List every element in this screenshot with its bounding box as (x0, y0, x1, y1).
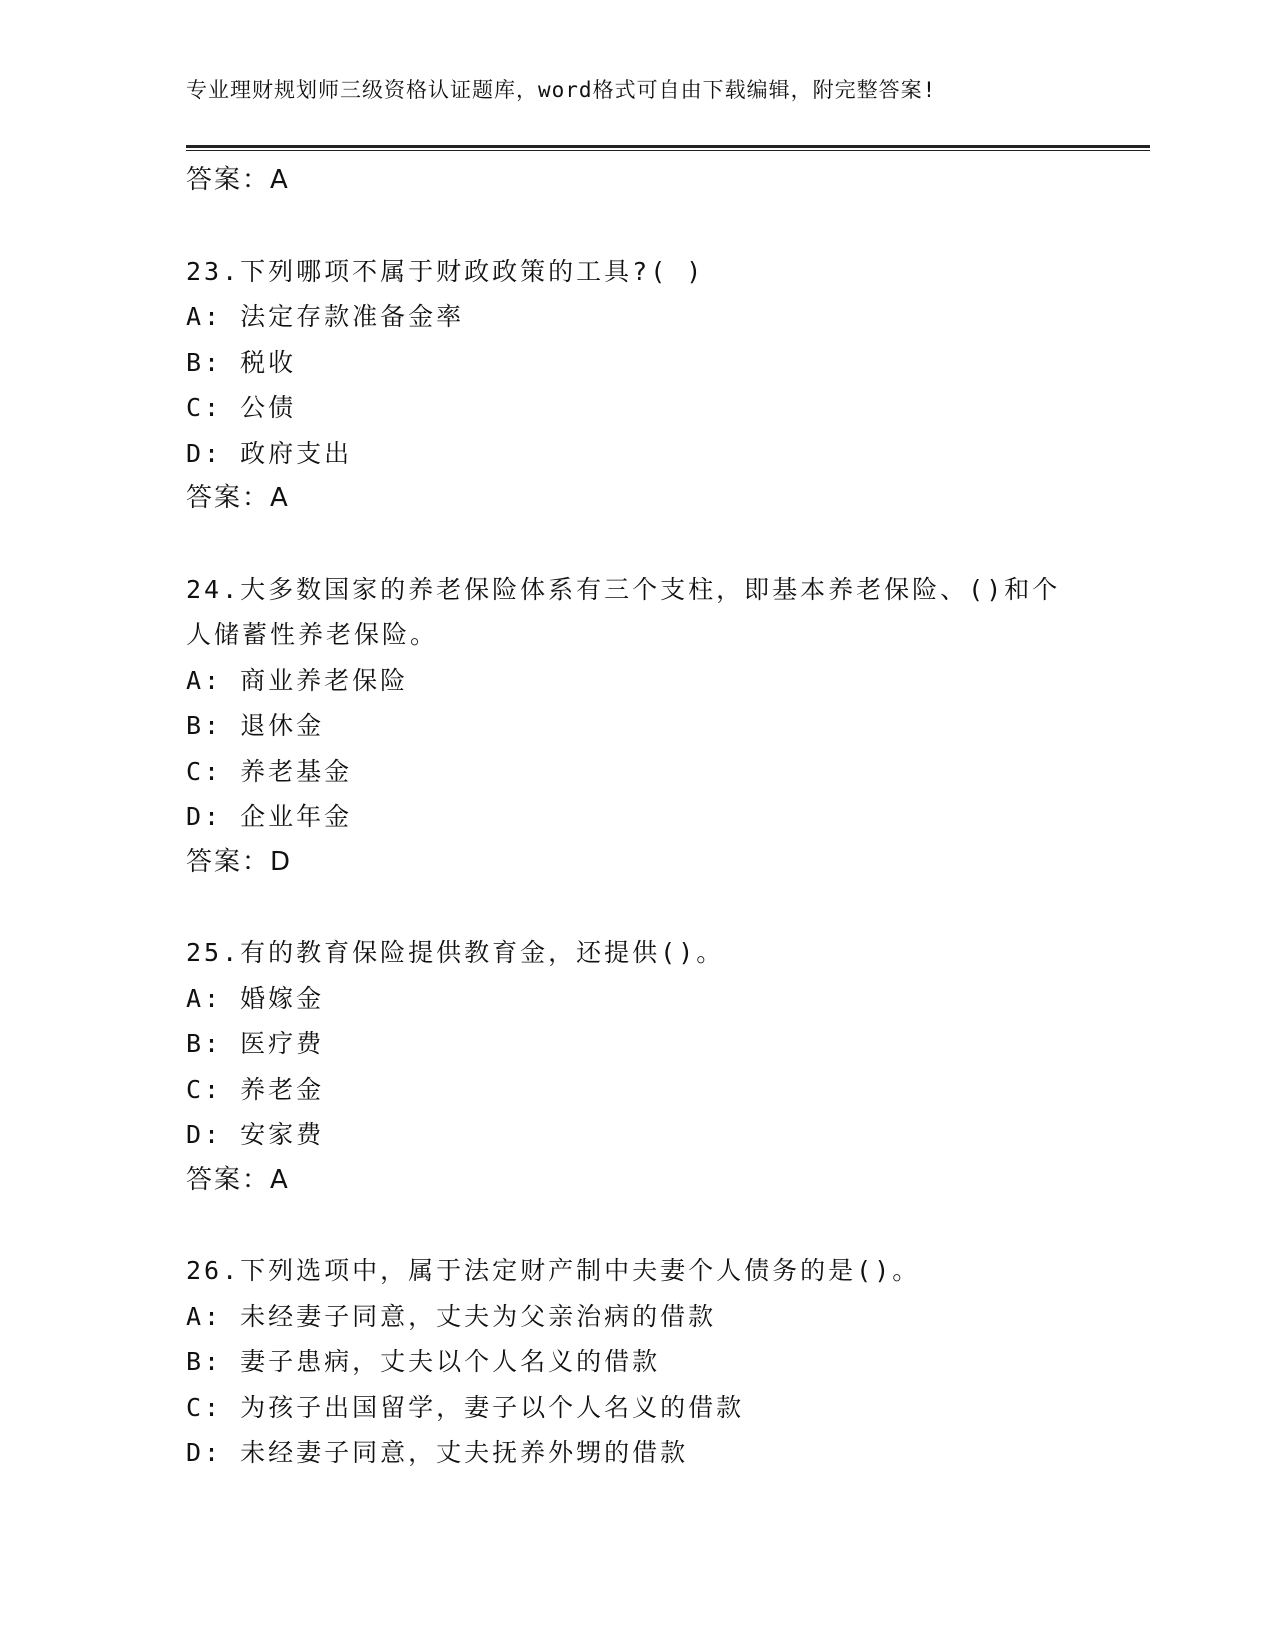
question-26 (186, 1248, 1116, 1476)
question-text: 26.下列选项中，属于法定财产制中夫妻个人债务的是()。 (186, 1256, 921, 1285)
answer-line: 答案：A (186, 483, 290, 513)
header-rule-thick (186, 145, 1150, 148)
option-b: B: 税收 (186, 347, 297, 377)
option-a: A: 婚嫁金 (186, 983, 325, 1013)
option-d: D: 企业年金 (186, 802, 353, 831)
option-c: C: 养老金 (186, 1074, 325, 1104)
option-b: B: 妻子患病，丈夫以个人名义的借款 (186, 1347, 661, 1376)
option-a: A: 未经妻子同意，丈夫为父亲治病的借款 (186, 1301, 717, 1331)
question-24 (186, 567, 1116, 886)
question-text: 25.有的教育保险提供教育金，还提供()。 (186, 938, 725, 967)
option-d: D: 政府支出 (186, 438, 353, 468)
option-a: A: 商业养老保险 (186, 665, 409, 695)
option-c: C: 公债 (186, 393, 297, 422)
option-b: B: 医疗费 (186, 1029, 325, 1058)
option-d: D: 未经妻子同意，丈夫抚养外甥的借款 (186, 1438, 689, 1467)
question-25 (186, 930, 1116, 1203)
option-a: A: 法定存款准备金率 (186, 302, 465, 331)
option-c: C: 养老基金 (186, 756, 353, 786)
question-text-continued: 人储蓄性养老保险。 (186, 620, 439, 649)
option-b: B: 退休金 (186, 711, 325, 740)
answer-line: 答案：A (186, 1164, 290, 1195)
question-text: 24.大多数国家的养老保险体系有三个支柱，即基本养老保险、()和个 (186, 574, 1061, 604)
document-body (186, 158, 1116, 1476)
answer-line: 答案：A (186, 165, 290, 195)
option-d: D: 安家费 (186, 1120, 325, 1149)
answer-line: 答案：D (186, 846, 293, 877)
option-c: C: 为孩子出国留学，妻子以个人名义的借款 (186, 1392, 745, 1422)
question-text: 23.下列哪项不属于财政政策的工具?( ) (186, 256, 705, 286)
question-23 (186, 249, 1116, 522)
header-rule-thin (186, 150, 1150, 151)
page-header: 专业理财规划师三级资格认证题库，word格式可自由下载编辑，附完整答案! (186, 78, 937, 102)
